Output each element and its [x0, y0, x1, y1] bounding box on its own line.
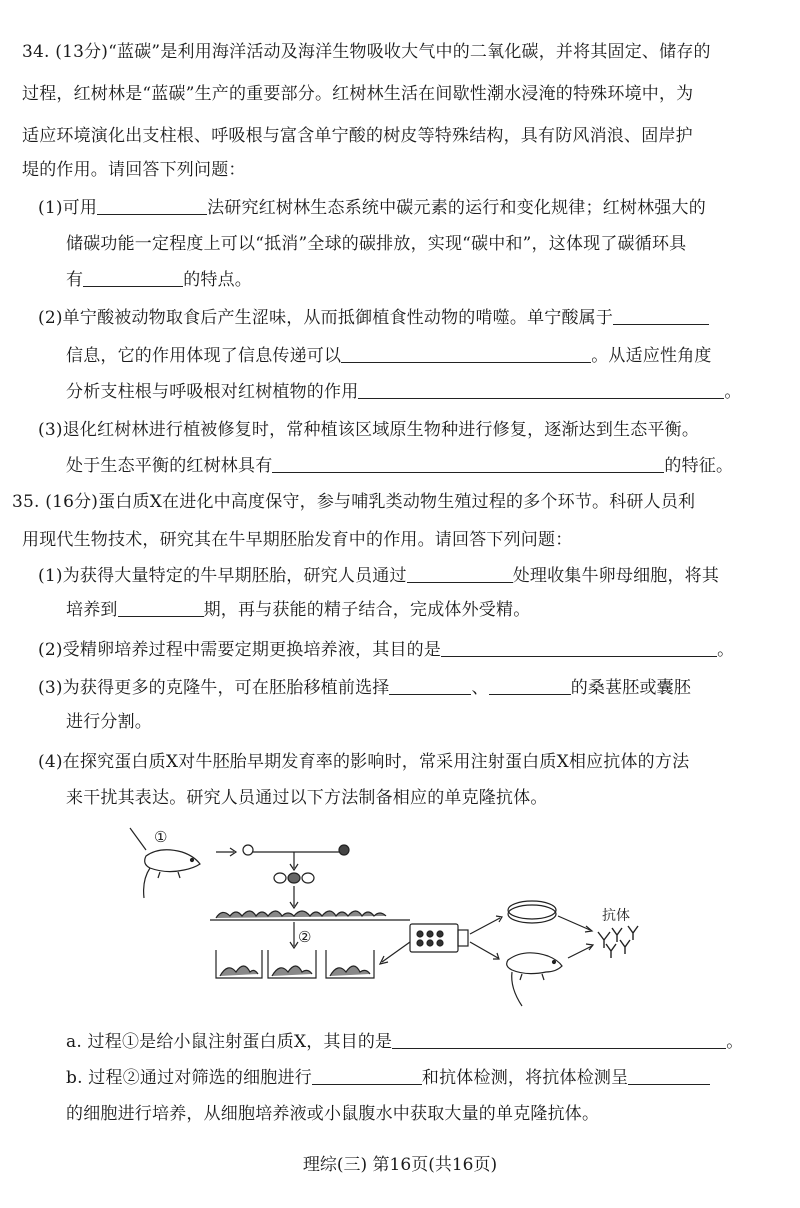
- answer-blank[interactable]: [489, 676, 571, 695]
- petri-dish-icon: [508, 901, 556, 923]
- q35-part4-b-line-1: b. 过程②通过对筛选的细胞进行 和抗体检测，将抗体检测呈: [66, 1066, 710, 1090]
- q34-part1-line-3: 有 的特点。: [66, 270, 253, 290]
- q35-stem-line-1: 35. (16分)蛋白质X在进化中高度保守，参与哺乳类动物生殖过程的多个环节。科研人员利: [12, 492, 696, 512]
- q34-stem-line-2: 过程，红树林是“蓝碳”生产的重要部分。红树林生活在间歇性潮水浸淹的特殊环境中，为: [22, 84, 694, 104]
- page-footer: 理综(三) 第16页(共16页): [302, 1155, 498, 1175]
- answer-blank[interactable]: [389, 676, 471, 695]
- q35-part4-line-2: 来干扰其表达。研究人员通过以下方法制备相应的单克隆抗体。: [66, 788, 548, 808]
- step2-label: ②: [298, 928, 312, 946]
- answer-blank[interactable]: [341, 344, 591, 363]
- q34-part3-line-2: 处于生态平衡的红树林具有 的特征。: [66, 456, 734, 476]
- q34-part3-line-1: (3)退化红树林进行植被修复时，常种植该区域原生物种进行修复，逐渐达到生态平衡。: [38, 420, 700, 440]
- q35-part4-b-line-2: 的细胞进行培养，从细胞培养液或小鼠腹水中获取大量的单克隆抗体。: [66, 1104, 600, 1124]
- q34-part1-line-1: (1)可用 法研究红树林生态系统中碳元素的运行和变化规律；红树林强大的: [38, 198, 706, 218]
- answer-blank[interactable]: [83, 268, 183, 287]
- answer-blank[interactable]: [312, 1066, 422, 1085]
- answer-blank[interactable]: [613, 306, 709, 325]
- q34-stem-line-3: 适应环境演化出支柱根、呼吸根与富含单宁酸的树皮等特殊结构，具有防风消浪、固岸护: [22, 126, 693, 146]
- culture-bottle-icon: [410, 924, 468, 952]
- syringe-icon: [130, 828, 146, 850]
- q34-part2-line-1: (2)单宁酸被动物取食后产生涩味，从而抵御植食性动物的啃噬。单宁酸属于: [38, 306, 709, 330]
- q35-stem-line-2: 用现代生物技术，研究其在牛早期胚胎发育中的作用。请回答下列问题：: [22, 530, 573, 550]
- q35-part4-line-1: (4)在探究蛋白质X对牛胚胎早期发育率的影响时，常采用注射蛋白质X相应抗体的方法: [38, 752, 690, 772]
- q35-part3-line-2: 进行分割。: [66, 712, 152, 732]
- q34-stem-line-1: 34. (13分)“蓝碳”是利用海洋活动及海洋生物吸收大气中的二氧化碳，并将其固定、储存的: [22, 42, 711, 62]
- q35-part1-line-2: 培养到 期，再与获能的精子结合，完成体外受精。: [66, 600, 531, 620]
- answer-blank[interactable]: [118, 598, 204, 617]
- answer-blank[interactable]: [358, 380, 724, 399]
- antibody-label: 抗体: [602, 908, 630, 924]
- q34-part2-line-3: 分析支柱根与呼吸根对红树植物的作用 。: [66, 382, 742, 402]
- q34-part1-line-2: 储碳功能一定程度上可以“抵消”全球的碳排放，实现“碳中和”，这体现了碳循环具: [66, 234, 687, 254]
- monoclonal-antibody-diagram: [120, 822, 660, 1012]
- q35-part2-line: (2)受精卵培养过程中需要定期更换培养液，其目的是 。: [38, 640, 735, 660]
- q35-part1-line-1: (1)为获得大量特定的牛早期胚胎，研究人员通过 处理收集牛卵母细胞，将其: [38, 566, 720, 586]
- mouse-icon: [144, 850, 200, 898]
- mouse-icon: [507, 953, 562, 1006]
- answer-blank[interactable]: [441, 638, 717, 657]
- step1-label: ①: [154, 828, 168, 846]
- q35-part3-line-1: (3)为获得更多的克隆牛，可在胚胎移植前选择 、 的桑葚胚或囊胚: [38, 678, 692, 698]
- q35-part4-a-line: a. 过程①是给小鼠注射蛋白质X，其目的是 。: [66, 1032, 744, 1052]
- q34-stem-line-4: 堤的作用。请回答下列问题：: [22, 160, 246, 180]
- answer-blank[interactable]: [97, 196, 207, 215]
- answer-blank[interactable]: [407, 564, 513, 583]
- answer-blank[interactable]: [272, 454, 664, 473]
- antibody-icon: [598, 926, 638, 958]
- answer-blank[interactable]: [392, 1030, 726, 1049]
- answer-blank[interactable]: [628, 1066, 710, 1085]
- q34-part2-line-2: 信息，它的作用体现了信息传递可以 。从适应性角度: [66, 346, 712, 366]
